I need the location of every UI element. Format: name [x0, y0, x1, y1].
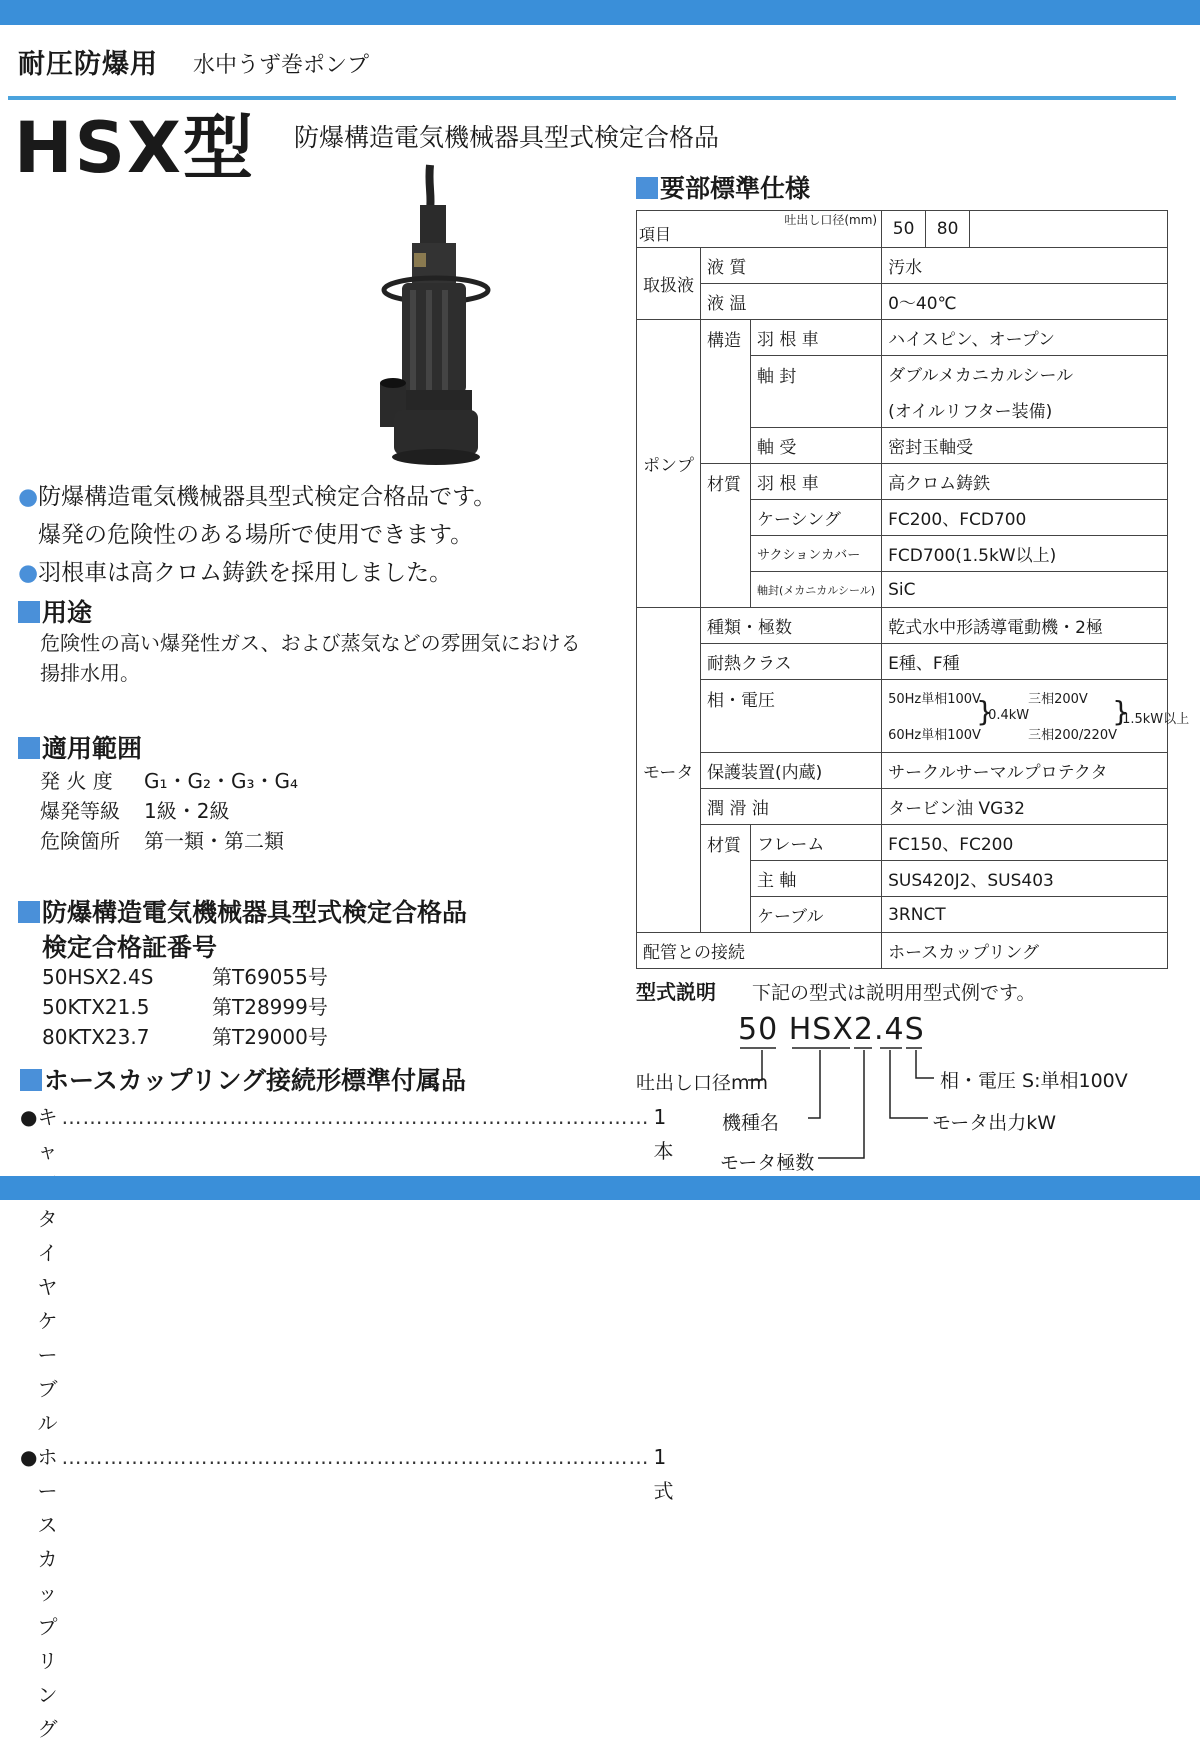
feature-item: ●羽根車は高クロム鋳鉄を採用しました。 — [18, 560, 453, 586]
table-row: 主 軸 SUS420J2、SUS403 — [637, 861, 1168, 897]
accessories-heading: ホースカップリング接続形標準付属品 — [20, 1064, 466, 1098]
bullet-icon: ● — [18, 560, 39, 586]
spec-heading: 要部標準仕様 — [636, 172, 810, 206]
feature-item: ●防爆構造電気機械器具型式検定合格品です。 — [18, 484, 497, 510]
header-cell: 吐出し口径(mm) 項目 — [637, 211, 882, 248]
accessory-item: ● ホースカップリング ………………………………………………………………………… 1式 — [20, 1440, 600, 1746]
table-row: 軸 封 ダブルメカニカルシール — [637, 356, 1168, 392]
range-row: 危険箇所 第一類・第二類 — [40, 829, 284, 853]
bullet-icon: ● — [18, 484, 39, 510]
category-subtitle: 水中うず巻ポンプ — [193, 53, 370, 78]
square-icon — [636, 177, 658, 199]
type-explain-heading: 型式説明 — [636, 980, 716, 1004]
bottom-bar — [0, 1176, 1200, 1200]
cert-row: 50KTX21.5 第T28999号 — [42, 995, 328, 1019]
voltage-cell: 50Hz単相100V 60Hz単相100V } 0.4kW 三相200V 三相200/220V } 1.5kW以上 — [882, 680, 1168, 753]
square-icon — [18, 601, 40, 623]
top-bar — [0, 0, 1200, 25]
pump-image — [370, 165, 500, 470]
feature-item: 爆発の危険性のある場所で使用できます。 — [38, 522, 474, 548]
table-row: (オイルリフター装備) — [637, 392, 1168, 428]
square-icon — [18, 737, 40, 759]
feature-list — [18, 478, 496, 592]
table-row: 軸 受 密封玉軸受 — [637, 428, 1168, 464]
cert-list — [42, 962, 328, 1052]
usage-heading: 用途 — [18, 596, 92, 630]
model-title: HSX型 — [14, 107, 255, 189]
table-row: 保護装置(内蔵) サークルサーマルプロテクタ — [637, 753, 1168, 789]
leader-dots: ………………………………………………………………………… — [61, 1105, 650, 1129]
cert-heading: 防爆構造電気機械器具型式検定合格品 — [18, 896, 467, 930]
size-cell: 50 80 — [882, 211, 1168, 248]
label-model: 機種名 — [722, 1112, 780, 1134]
usage-text: 危険性の高い爆発性ガス、および蒸気などの雰囲気における揚排水用。 — [40, 631, 581, 685]
model-code: 50 HSX2.4S — [738, 1012, 925, 1047]
table-row: ポンプ 構造 羽 根 車 ハイスピン、オープン — [637, 320, 1168, 356]
category-title: 耐圧防爆用 — [18, 49, 158, 80]
cert-row: 50HSX2.4S 第T69055号 — [42, 965, 328, 989]
spec-table: 吐出し口径(mm) 項目 50 80 取扱液 液 質 汚水 液 温 0〜40℃ ポンプ 構造 羽 根 車 ハイスピン、オープン 軸 封 ダブルメカニカルシール (オイルリフター装備) 軸 受 密封玉軸受 材質 羽 根 車 高クロム鋳鉄 ケーシング FC200、FCD700 サクションカバー FCD700(1.5kW以上) 軸封(メカニカルシール) SiC モータ 種類・極数 乾式水中形誘導電動機・2極 耐熱クラス E種、F種 相・電圧 50Hz単相100V 60Hz単相100V } 0.4kW 三相200V 三相200/220V } 1.5kW以上 保護装置(内蔵) サークルサーマルプロテクタ 潤 滑 油 タービン油 VG32 材質 フレーム FC150、FC200 主 軸 SUS420J2、SUS403 ケーブル 3RNCT 配管との接続 ホースカップリング — [636, 210, 1168, 969]
square-icon — [20, 1069, 42, 1091]
cert-subheading: 検定合格証番号 — [42, 933, 218, 962]
bullet-icon: ● — [20, 1105, 38, 1129]
table-row: 軸封(メカニカルシール) SiC — [637, 572, 1168, 608]
label-output: モータ出力kW — [932, 1112, 1057, 1134]
accessory-item: ● キャ タイヤケーブル ………………………………………………………………………… 1本 — [20, 1100, 600, 1440]
header-rule — [8, 96, 1176, 100]
range-row: 発 火 度 G₁・G₂・G₃・G₄ — [40, 769, 299, 793]
table-row: 潤 滑 油 タービン油 VG32 — [637, 789, 1168, 825]
type-explain-note: 下記の型式は説明用型式例です。 — [752, 982, 1036, 1004]
table-row: モータ 種類・極数 乾式水中形誘導電動機・2極 — [637, 608, 1168, 644]
bullet-icon: ● — [20, 1445, 38, 1469]
table-row: ケーシング FC200、FCD700 — [637, 500, 1168, 536]
label-poles: モータ極数 — [720, 1152, 815, 1174]
range-heading: 適用範囲 — [18, 732, 142, 766]
table-row: 材質 フレーム FC150、FC200 — [637, 825, 1168, 861]
table-row: ケーブル 3RNCT — [637, 897, 1168, 933]
label-bore: 吐出し口径mm — [636, 1072, 769, 1094]
table-row: 液 温 0〜40℃ — [637, 284, 1168, 320]
range-row: 爆発等級 1級・2級 — [40, 799, 230, 823]
table-row: サクションカバー FCD700(1.5kW以上) — [637, 536, 1168, 572]
table-row: 材質 羽 根 車 高クロム鋳鉄 — [637, 464, 1168, 500]
table-row: 配管との接続 ホースカップリング — [637, 933, 1168, 969]
cert-row: 80KTX23.7 第T29000号 — [42, 1025, 328, 1049]
table-row: 取扱液 液 質 汚水 — [637, 248, 1168, 284]
table-row — [637, 211, 1168, 248]
table-row: 耐熱クラス E種、F種 — [637, 644, 1168, 680]
leader-dots: ………………………………………………………………………… — [61, 1445, 650, 1469]
square-icon — [18, 901, 40, 923]
range-list — [40, 766, 298, 856]
model-subtitle: 防爆構造電気機械器具型式検定合格品 — [294, 123, 720, 152]
label-voltage: 相・電圧 S:単相100V — [940, 1070, 1128, 1092]
